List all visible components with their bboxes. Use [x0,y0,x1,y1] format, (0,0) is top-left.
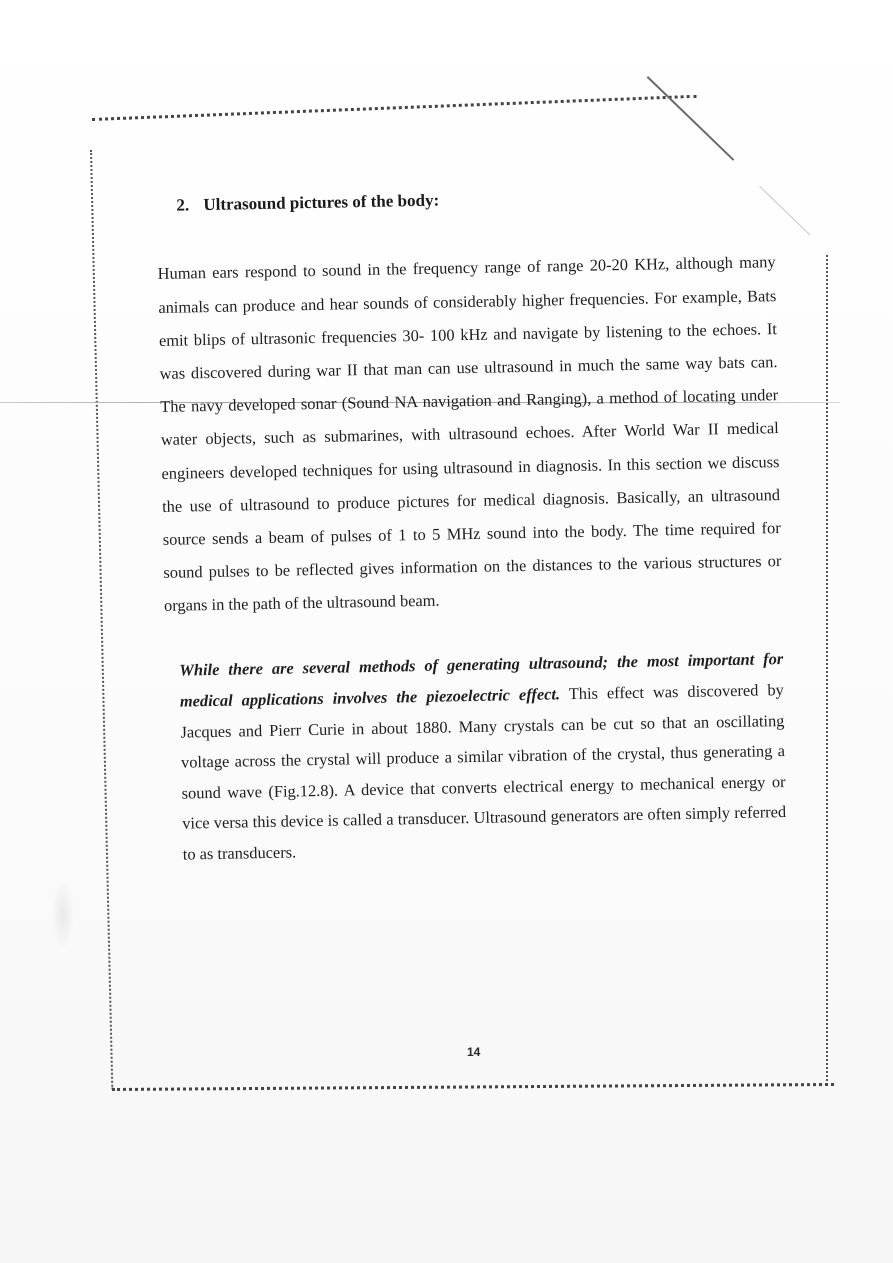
section-number: 2. [176,195,190,215]
emphasized-sentence: While there are several methods of generating ultrasound; the most important for medical applications involves the piezoelectric effect. [179,649,784,711]
paragraph-introduction: Human ears respond to sound in the frequency range of range 20-20 KHz, although many animals can produce and hear sounds of considerably higher frequencies. For example, Bats emit blips of ultrasonic frequencies 30- 100 kHz and navigate by listening to the echoes. It was discovered during war II that man can use ultrasound in much the same way bats can. The navy developed sonar (Sound NA navigation and Ranging), a method of locating under water objects, such as submarines, with ultrasound echoes. After World War II medical engineers developed techniques for using ultrasound in diagnosis. In this section we discuss the use of ultrasound to produce pictures for medical diagnosis. Basically, an ultrasound source sends a beam of pulses of 1 to 5 MHz sound into the body. The time required for sound pulses to be reflected gives information on the distances to the various structures or organs in the path of the ultrasound beam. [157,252,782,616]
scan-smudge [52,880,74,950]
page-number: 14 [467,1045,481,1059]
section-title: Ultrasound pictures of the body: [203,190,440,215]
page-border-right [826,255,830,1085]
paragraph-piezoelectric-body: This effect was discovered by Jacques and Pierr Curie in about 1880. Many crystals can be cut so that an oscillating voltage across the crystal will produce a similar vibration of the crystal, thus generating a sound wave (Fig.12.8). A device that converts electrical energy to mechanical energy or vice versa this device is called a transducer. Ultrasound generators are often simply referred to as transducers. [180,680,787,864]
paragraph-piezoelectric [179,644,787,870]
